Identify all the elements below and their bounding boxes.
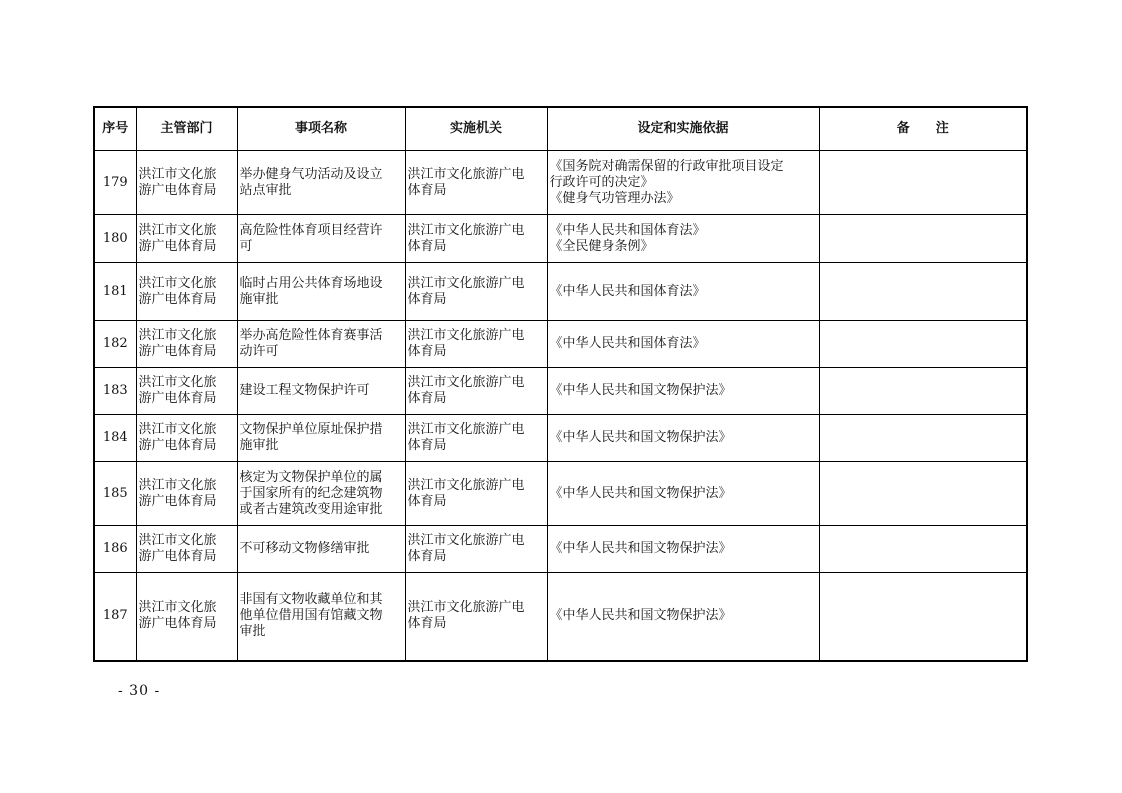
row-item: 文物保护单位原址保护措 施审批 (237, 415, 405, 462)
row-dept: 洪江市文化旅 游广电体育局 (136, 151, 237, 215)
row-note (819, 215, 1027, 263)
row-agency: 洪江市文化旅游广电 体育局 (405, 526, 547, 573)
row-note (819, 526, 1027, 573)
row-dept: 洪江市文化旅 游广电体育局 (136, 321, 237, 368)
table-row (94, 526, 1027, 573)
table-row (94, 462, 1027, 526)
row-agency: 洪江市文化旅游广电 体育局 (405, 321, 547, 368)
row-dept: 洪江市文化旅 游广电体育局 (136, 215, 237, 263)
header-note: 备 注 (819, 107, 1027, 151)
header-item: 事项名称 (237, 107, 405, 151)
row-number: 181 (94, 263, 136, 321)
row-note (819, 368, 1027, 415)
row-agency: 洪江市文化旅游广电 体育局 (405, 215, 547, 263)
row-dept: 洪江市文化旅 游广电体育局 (136, 368, 237, 415)
header-row (94, 107, 1027, 151)
row-basis: 《中华人民共和国体育法》 (547, 263, 819, 321)
row-item: 非国有文物收藏单位和其 他单位借用国有馆藏文物 审批 (237, 573, 405, 661)
row-number: 180 (94, 215, 136, 263)
approval-items-table (93, 106, 1028, 662)
row-number: 185 (94, 462, 136, 526)
table-row (94, 215, 1027, 263)
row-item: 不可移动文物修缮审批 (237, 526, 405, 573)
row-agency: 洪江市文化旅游广电 体育局 (405, 368, 547, 415)
row-number: 186 (94, 526, 136, 573)
row-dept: 洪江市文化旅 游广电体育局 (136, 526, 237, 573)
row-dept: 洪江市文化旅 游广电体育局 (136, 462, 237, 526)
row-dept: 洪江市文化旅 游广电体育局 (136, 263, 237, 321)
row-basis: 《中华人民共和国文物保护法》 (547, 526, 819, 573)
table-row (94, 263, 1027, 321)
row-note (819, 415, 1027, 462)
row-note (819, 321, 1027, 368)
page-number: - 30 - (118, 683, 161, 699)
row-basis: 《国务院对确需保留的行政审批项目设定 行政许可的决定》 《健身气功管理办法》 (547, 151, 819, 215)
header-agency: 实施机关 (405, 107, 547, 151)
row-item: 高危险性体育项目经营许 可 (237, 215, 405, 263)
row-note (819, 263, 1027, 321)
row-note (819, 151, 1027, 215)
row-basis: 《中华人民共和国文物保护法》 (547, 462, 819, 526)
table-row (94, 368, 1027, 415)
row-basis: 《中华人民共和国文物保护法》 (547, 415, 819, 462)
row-dept: 洪江市文化旅 游广电体育局 (136, 415, 237, 462)
header-seq: 序号 (94, 107, 136, 151)
row-note (819, 462, 1027, 526)
row-number: 184 (94, 415, 136, 462)
table-row (94, 415, 1027, 462)
table-row (94, 573, 1027, 661)
row-basis: 《中华人民共和国文物保护法》 (547, 573, 819, 661)
row-agency: 洪江市文化旅游广电 体育局 (405, 263, 547, 321)
header-basis: 设定和实施依据 (547, 107, 819, 151)
row-basis: 《中华人民共和国文物保护法》 (547, 368, 819, 415)
table-row (94, 321, 1027, 368)
table-row (94, 151, 1027, 215)
row-item: 核定为文物保护单位的属 于国家所有的纪念建筑物 或者古建筑改变用途审批 (237, 462, 405, 526)
row-agency: 洪江市文化旅游广电 体育局 (405, 573, 547, 661)
row-item: 举办健身气功活动及设立 站点审批 (237, 151, 405, 215)
row-item: 举办高危险性体育赛事活 动许可 (237, 321, 405, 368)
row-item: 建设工程文物保护许可 (237, 368, 405, 415)
row-agency: 洪江市文化旅游广电 体育局 (405, 462, 547, 526)
row-number: 182 (94, 321, 136, 368)
row-item: 临时占用公共体育场地设 施审批 (237, 263, 405, 321)
row-number: 187 (94, 573, 136, 661)
row-number: 179 (94, 151, 136, 215)
row-note (819, 573, 1027, 661)
row-agency: 洪江市文化旅游广电 体育局 (405, 151, 547, 215)
row-basis: 《中华人民共和国体育法》 《全民健身条例》 (547, 215, 819, 263)
row-agency: 洪江市文化旅游广电 体育局 (405, 415, 547, 462)
row-dept: 洪江市文化旅 游广电体育局 (136, 573, 237, 661)
header-dept: 主管部门 (136, 107, 237, 151)
row-number: 183 (94, 368, 136, 415)
row-basis: 《中华人民共和国体育法》 (547, 321, 819, 368)
